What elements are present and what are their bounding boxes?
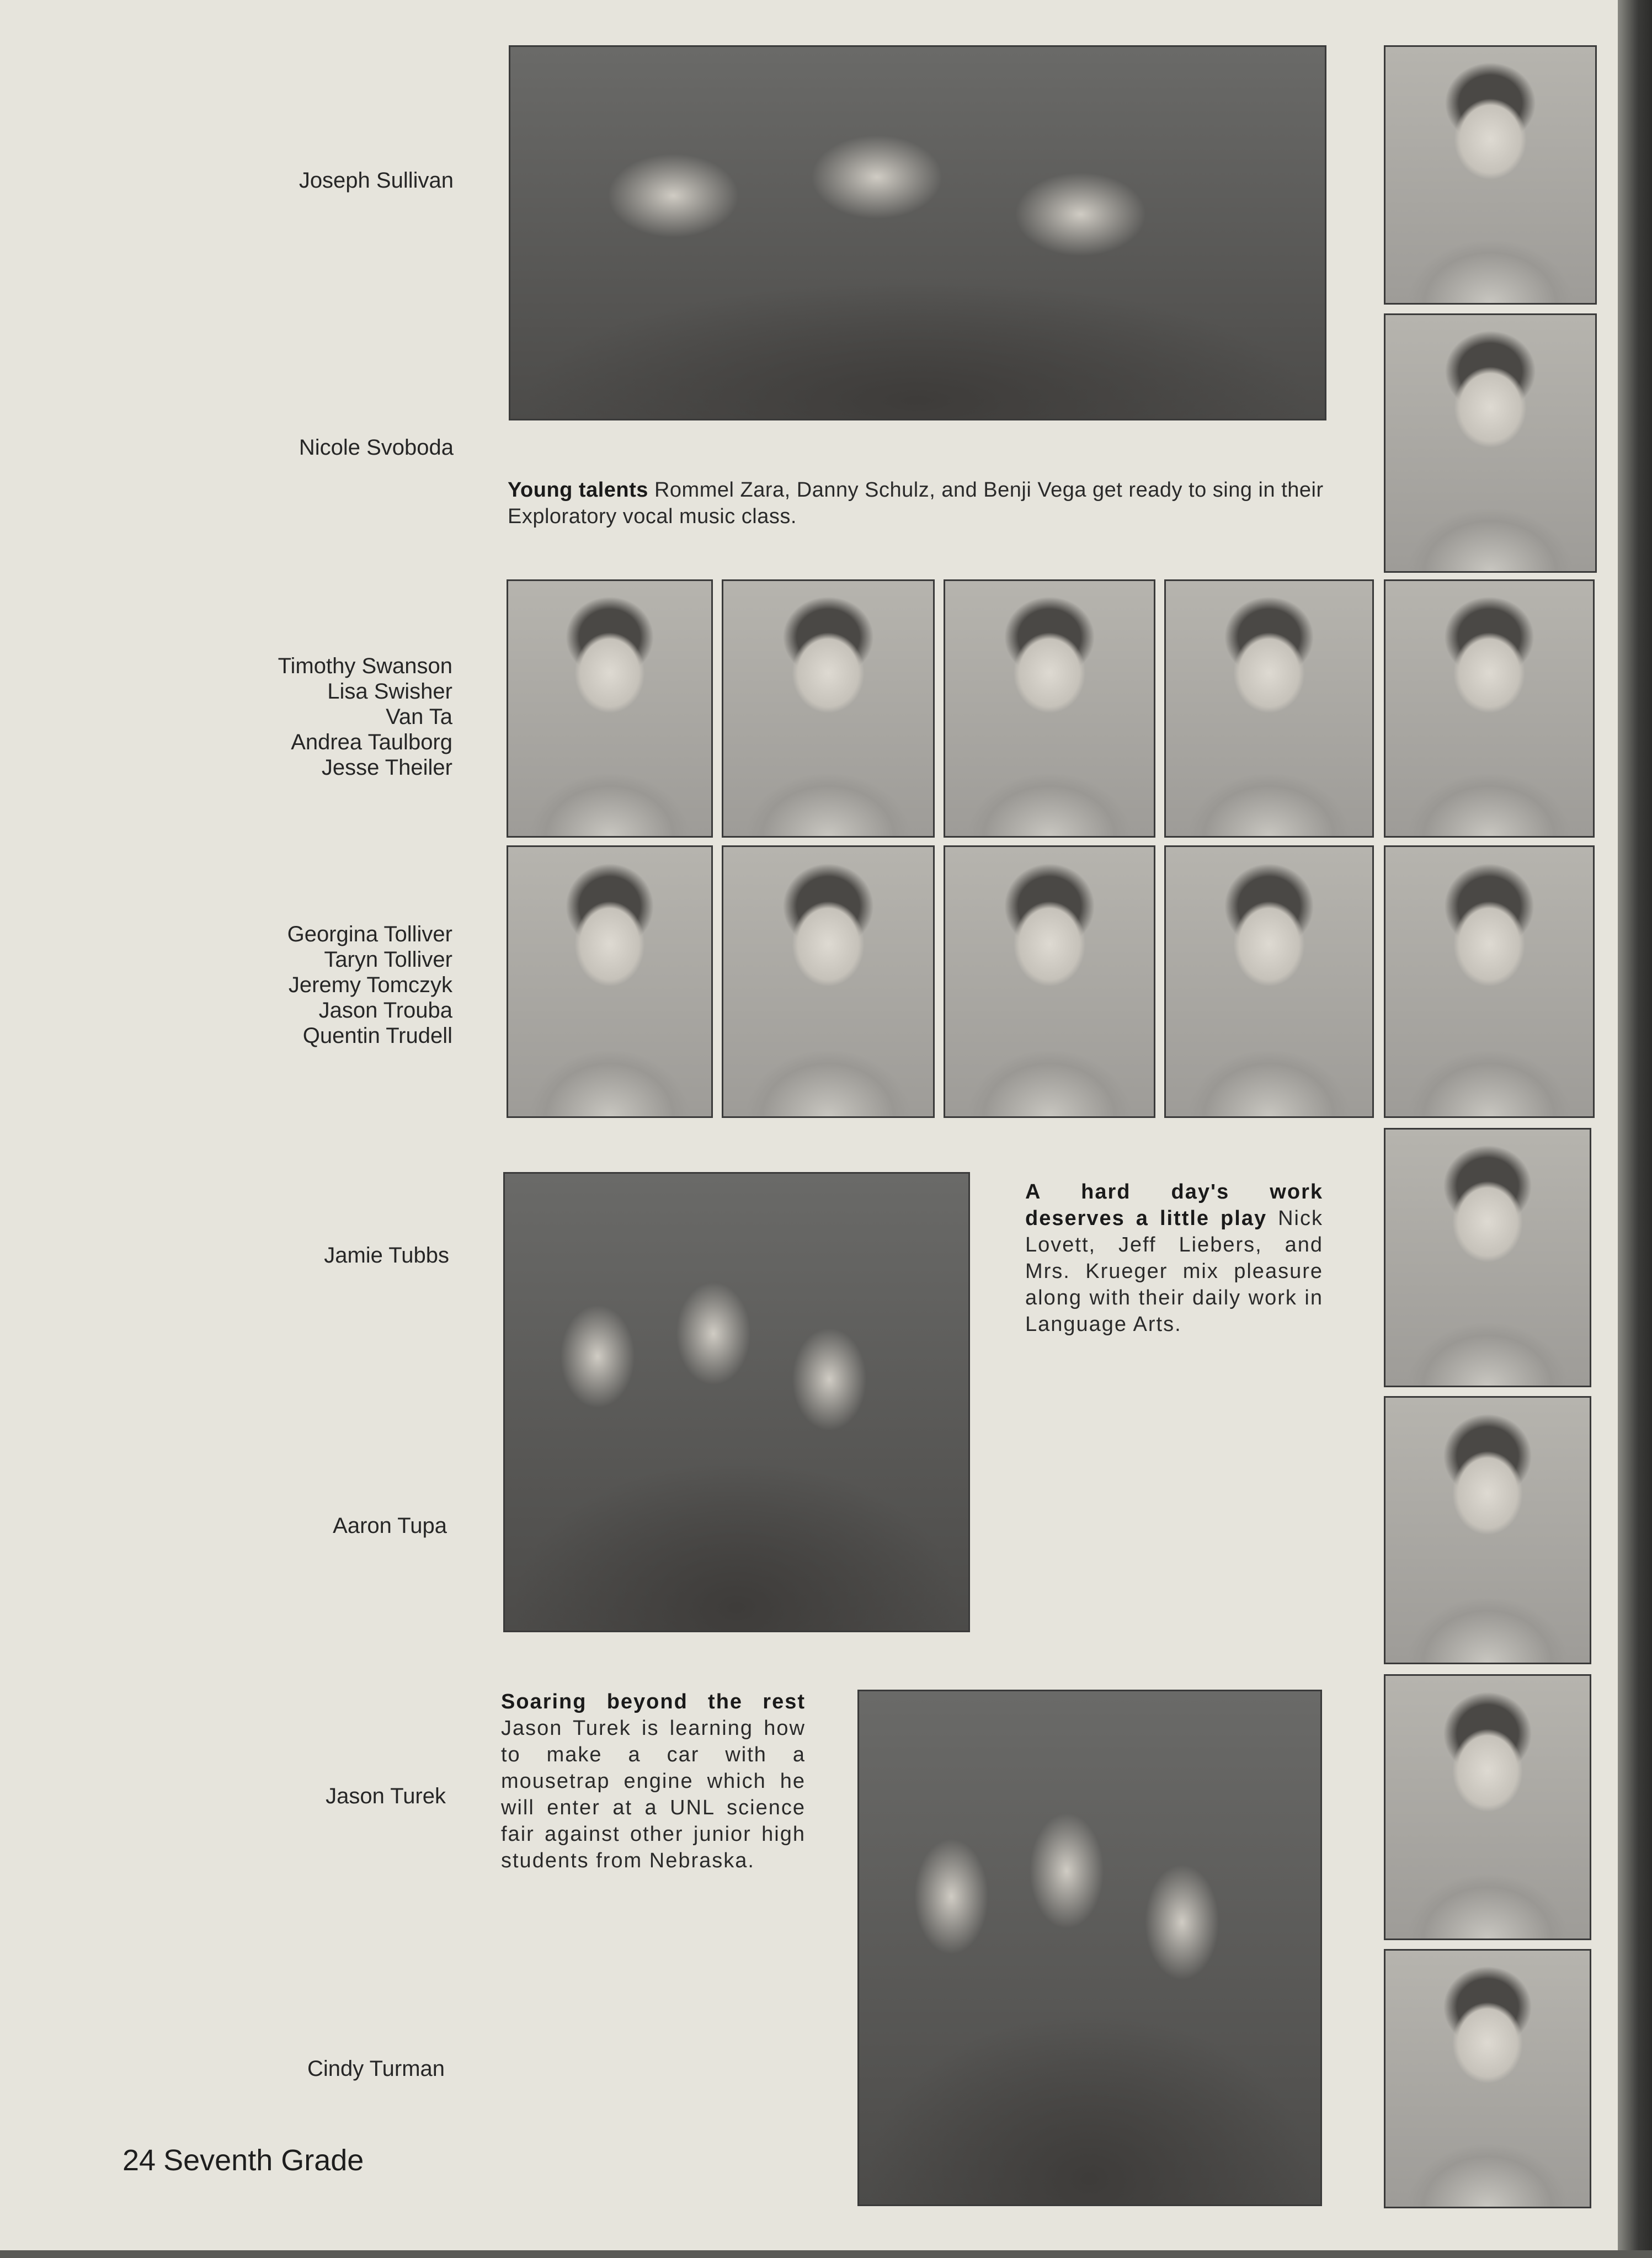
caption-body: Rommel Zara, Danny Schulz, and Benji Vega get ready to sing in their Exploratory vocal music class.	[508, 478, 1324, 528]
page-number: 24	[122, 2144, 156, 2177]
music-class-photo	[509, 45, 1326, 420]
row1-names	[278, 653, 452, 780]
portrait-quentin-trudell	[1384, 845, 1595, 1118]
name-nicole-svoboda: Nicole Svoboda	[299, 435, 454, 460]
caption-body: Jason Turek is learning how to make a car with a mousetrap engine which he will enter at a UNL science fair against other junior high students from Nebraska.	[501, 1717, 806, 1872]
portrait-jason-trouba	[1164, 845, 1374, 1118]
caption-headline: A hard day's work deserves a little play	[1025, 1180, 1323, 1230]
name-joseph-sullivan: Joseph Sullivan	[299, 168, 454, 193]
name-aaron-tupa: Aaron Tupa	[333, 1514, 447, 1538]
name-jeremy-tomczyk: Jeremy Tomczyk	[288, 973, 452, 997]
name-quentin-trudell: Quentin Trudell	[302, 1024, 452, 1048]
name-jason-turek: Jason Turek	[326, 1784, 446, 1808]
portrait-taryn-tolliver	[722, 845, 935, 1118]
name-georgina-tolliver: Georgina Tolliver	[287, 922, 452, 946]
name-timothy-swanson: Timothy Swanson	[278, 654, 452, 678]
portrait-joseph-sullivan	[1384, 45, 1597, 305]
caption-body: Nick Lovett, Jeff Liebers, and Mrs. Krueger mix pleasure along with their daily work in Language Arts.	[1025, 1207, 1323, 1336]
portrait-timothy-swanson	[507, 579, 713, 838]
portrait-jesse-theiler	[1384, 579, 1595, 838]
portrait-jamie-tubbs	[1384, 1128, 1591, 1387]
portrait-lisa-swisher	[722, 579, 935, 838]
caption-young-talents	[508, 477, 1330, 530]
name-jason-trouba: Jason Trouba	[318, 998, 452, 1023]
portrait-cindy-turman	[1384, 1949, 1591, 2208]
page-bottom-edge	[0, 2250, 1652, 2258]
portrait-aaron-tupa	[1384, 1396, 1591, 1664]
name-andrea-taulborg: Andrea Taulborg	[291, 730, 452, 754]
name-jamie-tubbs: Jamie Tubbs	[324, 1243, 449, 1268]
portrait-nicole-svoboda	[1384, 313, 1597, 573]
portrait-jeremy-tomczyk	[944, 845, 1155, 1118]
section-title: Seventh Grade	[163, 2144, 364, 2177]
portrait-van-ta	[944, 579, 1155, 838]
portrait-jason-turek	[1384, 1674, 1591, 1940]
language-arts-photo	[503, 1172, 970, 1632]
page-edge	[1618, 0, 1652, 2258]
science-fair-photo	[857, 1690, 1322, 2206]
caption-soaring	[501, 1689, 806, 1874]
name-cindy-turman: Cindy Turman	[307, 2057, 445, 2081]
name-jesse-theiler: Jesse Theiler	[321, 755, 452, 780]
caption-headline: Soaring beyond the rest	[501, 1690, 806, 1713]
portrait-andrea-taulborg	[1164, 579, 1374, 838]
page-folio	[122, 2143, 371, 2177]
name-lisa-swisher: Lisa Swisher	[327, 679, 452, 704]
row2-names	[287, 922, 452, 1048]
name-van-ta: Van Ta	[386, 705, 452, 729]
caption-headline: Young talents	[508, 478, 648, 502]
name-taryn-tolliver: Taryn Tolliver	[324, 947, 452, 972]
caption-hard-days-work	[1025, 1179, 1323, 1338]
portrait-georgina-tolliver	[507, 845, 713, 1118]
